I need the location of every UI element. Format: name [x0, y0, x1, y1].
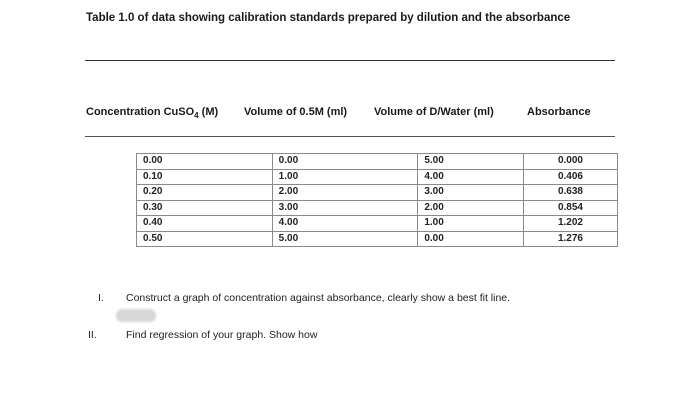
table-row — [137, 154, 618, 170]
table-cell: 0.000 — [524, 154, 618, 170]
table-cell: 5.00 — [418, 154, 524, 170]
table-cell: 4.00 — [418, 169, 524, 185]
table-cell: 0.20 — [137, 185, 273, 201]
table-cell: 1.00 — [272, 169, 418, 185]
header-concentration-subscript: 4 — [194, 111, 199, 121]
header-volume-water: Volume of D/Water (ml) — [374, 106, 494, 118]
table-row — [137, 231, 618, 247]
table-cell: 0.638 — [524, 185, 618, 201]
header-absorbance: Absorbance — [527, 106, 591, 118]
table-cell: 0.10 — [137, 169, 273, 185]
table-row — [137, 185, 618, 201]
question-2-text: Find regression of your graph. Show how — [126, 329, 318, 341]
table-cell: 0.30 — [137, 200, 273, 216]
table-cell: 0.406 — [524, 169, 618, 185]
table-cell: 3.00 — [418, 185, 524, 201]
table-cell: 2.00 — [418, 200, 524, 216]
table-cell: 4.00 — [272, 216, 418, 232]
table-cell: 3.00 — [272, 200, 418, 216]
table-cell: 0.00 — [272, 154, 418, 170]
table-row — [137, 216, 618, 232]
table-cell: 0.00 — [137, 154, 273, 170]
header-concentration-unit: (M) — [198, 106, 219, 118]
table-row — [137, 169, 618, 185]
divider-top — [85, 60, 615, 61]
question-1-number: I. — [98, 292, 104, 304]
header-volume-stock: Volume of 0.5M (ml) — [244, 106, 348, 118]
table-cell: 1.202 — [524, 216, 618, 232]
table-cell: 0.00 — [418, 231, 524, 247]
header-concentration — [86, 106, 218, 120]
table-cell: 2.00 — [272, 185, 418, 201]
table-row — [137, 200, 618, 216]
divider-header — [85, 136, 615, 137]
table-caption: Table 1.0 of data showing calibration standards prepared by dilution and the absorbance — [86, 12, 571, 24]
table-cell: 0.50 — [137, 231, 273, 247]
table-cell: 0.40 — [137, 216, 273, 232]
table-cell: 5.00 — [272, 231, 418, 247]
table-cell: 1.276 — [524, 231, 618, 247]
question-1-text: Construct a graph of concentration against absorbance, clearly show a best fit line. — [126, 292, 511, 304]
header-concentration-prefix: Concentration CuSO — [86, 106, 195, 118]
table-cell: 0.854 — [524, 200, 618, 216]
table-cell: 1.00 — [418, 216, 524, 232]
data-table — [136, 153, 618, 247]
data-table-body — [137, 154, 618, 247]
blurred-redaction — [116, 309, 156, 322]
question-2-number: II. — [88, 329, 97, 341]
